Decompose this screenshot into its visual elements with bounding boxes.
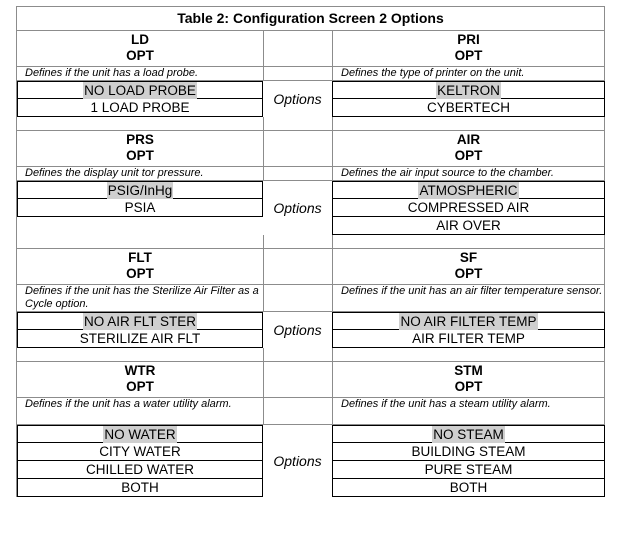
option-label: BOTH bbox=[449, 480, 488, 495]
config-table bbox=[16, 30, 605, 497]
right-sub: OPT bbox=[454, 379, 483, 394]
left-sub: OPT bbox=[126, 379, 154, 394]
option-label: STERILIZE AIR FLT bbox=[79, 331, 201, 346]
left-options bbox=[16, 81, 263, 117]
option-label: CITY WATER bbox=[99, 444, 181, 459]
option-cell bbox=[332, 443, 605, 461]
spacer-cell bbox=[263, 117, 332, 131]
middle-blank bbox=[263, 167, 332, 181]
option-label: PSIA bbox=[124, 200, 156, 215]
right-header bbox=[332, 31, 605, 67]
option-cell bbox=[332, 99, 605, 117]
option-label: CYBERTECH bbox=[426, 100, 511, 115]
left-code: PRS bbox=[126, 132, 154, 147]
left-header bbox=[16, 362, 263, 398]
right-sub: OPT bbox=[454, 48, 483, 63]
description-row bbox=[16, 67, 605, 81]
option-label: KELTRON bbox=[437, 82, 500, 98]
middle-blank bbox=[263, 285, 332, 312]
option-cell bbox=[17, 330, 263, 348]
right-description: Defines if the unit has a steam utility alarm. bbox=[332, 398, 605, 425]
spacer-cell bbox=[16, 235, 263, 249]
right-header bbox=[332, 249, 605, 285]
left-description: Defines if the unit has a water utility alarm. bbox=[16, 398, 263, 425]
left-description: Defines if the unit has a load probe. bbox=[16, 67, 263, 81]
option-label: NO LOAD PROBE bbox=[84, 82, 196, 98]
middle-blank bbox=[263, 249, 332, 285]
option-cell bbox=[17, 425, 263, 443]
option-cell bbox=[332, 330, 605, 348]
spacer-cell bbox=[16, 117, 263, 131]
left-code: FLT bbox=[128, 250, 152, 265]
right-sub: OPT bbox=[454, 266, 483, 281]
option-cell bbox=[17, 461, 263, 479]
left-header bbox=[16, 131, 263, 167]
right-description: Defines if the unit has an air filter temperature sensor. bbox=[332, 285, 605, 312]
options-row bbox=[16, 312, 605, 348]
option-label: AIR FILTER TEMP bbox=[412, 331, 525, 346]
right-options bbox=[332, 312, 605, 348]
right-header bbox=[332, 362, 605, 398]
right-code: AIR bbox=[456, 132, 481, 147]
middle-blank bbox=[263, 31, 332, 67]
right-sub: OPT bbox=[454, 148, 483, 163]
section-header-row bbox=[16, 131, 605, 167]
right-code: SF bbox=[459, 250, 478, 265]
option-cell bbox=[332, 81, 605, 99]
left-header bbox=[16, 249, 263, 285]
left-code: LD bbox=[131, 32, 149, 47]
spacer-row bbox=[16, 348, 605, 362]
option-cell bbox=[332, 199, 605, 217]
option-label: NO STEAM bbox=[433, 426, 504, 442]
spacer-cell bbox=[332, 235, 605, 249]
option-label: NO AIR FLT STER bbox=[83, 313, 197, 329]
right-options bbox=[332, 425, 605, 497]
section-header-row bbox=[16, 249, 605, 285]
table-title: Table 2: Configuration Screen 2 Options bbox=[16, 6, 605, 30]
option-cell bbox=[17, 443, 263, 461]
options-row bbox=[16, 181, 605, 235]
right-code: STM bbox=[454, 363, 483, 378]
description-row bbox=[16, 167, 605, 181]
left-sub: OPT bbox=[126, 266, 154, 281]
option-cell bbox=[17, 81, 263, 99]
right-description: Defines the air input source to the chamber. bbox=[332, 167, 605, 181]
option-label: NO AIR FILTER TEMP bbox=[400, 313, 537, 329]
options-label: Options bbox=[273, 200, 322, 216]
spacer-row bbox=[16, 235, 605, 249]
option-label: PSIG/InHg bbox=[107, 182, 173, 198]
section-header-row bbox=[16, 31, 605, 67]
left-description: Defines if the unit has the Sterilize Air Filter as a Cycle option. bbox=[16, 285, 263, 312]
option-cell bbox=[332, 312, 605, 330]
left-description: Defines the display unit tor pressure. bbox=[16, 167, 263, 181]
option-label: PURE STEAM bbox=[424, 462, 513, 477]
left-options bbox=[16, 181, 263, 235]
spacer-row bbox=[16, 117, 605, 131]
option-cell bbox=[332, 217, 605, 235]
option-label: NO WATER bbox=[104, 426, 176, 442]
options-label: Options bbox=[273, 91, 322, 107]
middle-blank bbox=[263, 362, 332, 398]
option-cell bbox=[17, 479, 263, 497]
description-row bbox=[16, 398, 605, 425]
options-label: Options bbox=[273, 322, 322, 338]
right-description: Defines the type of printer on the unit. bbox=[332, 67, 605, 81]
spacer-cell bbox=[16, 348, 263, 362]
right-code: PRI bbox=[457, 32, 480, 47]
option-label: 1 LOAD PROBE bbox=[90, 100, 190, 115]
options-row bbox=[16, 81, 605, 117]
right-options bbox=[332, 81, 605, 117]
middle-blank bbox=[263, 398, 332, 425]
option-cell bbox=[17, 181, 263, 199]
option-cell bbox=[332, 479, 605, 497]
spacer-cell bbox=[263, 348, 332, 362]
description-row bbox=[16, 285, 605, 312]
spacer-cell bbox=[332, 117, 605, 131]
left-options bbox=[16, 425, 263, 497]
left-sub: OPT bbox=[126, 148, 154, 163]
left-options bbox=[16, 312, 263, 348]
option-cell bbox=[332, 461, 605, 479]
option-label: BUILDING STEAM bbox=[411, 444, 526, 459]
option-cell bbox=[17, 312, 263, 330]
option-cell bbox=[17, 99, 263, 117]
options-row bbox=[16, 425, 605, 497]
right-options bbox=[332, 181, 605, 235]
option-label: COMPRESSED AIR bbox=[407, 200, 530, 215]
section-header-row bbox=[16, 362, 605, 398]
option-label: CHILLED WATER bbox=[85, 462, 194, 477]
option-label: BOTH bbox=[121, 480, 159, 495]
spacer-cell bbox=[263, 235, 332, 249]
spacer-cell bbox=[332, 348, 605, 362]
middle-blank bbox=[263, 67, 332, 81]
option-cell bbox=[332, 181, 605, 199]
option-label: ATMOSPHERIC bbox=[419, 182, 518, 198]
left-header bbox=[16, 31, 263, 67]
right-header bbox=[332, 131, 605, 167]
option-cell bbox=[332, 425, 605, 443]
option-label: AIR OVER bbox=[436, 218, 501, 233]
middle-blank bbox=[263, 131, 332, 167]
left-code: WTR bbox=[124, 363, 156, 378]
left-sub: OPT bbox=[126, 48, 154, 63]
options-label: Options bbox=[273, 453, 322, 469]
option-cell bbox=[17, 199, 263, 217]
